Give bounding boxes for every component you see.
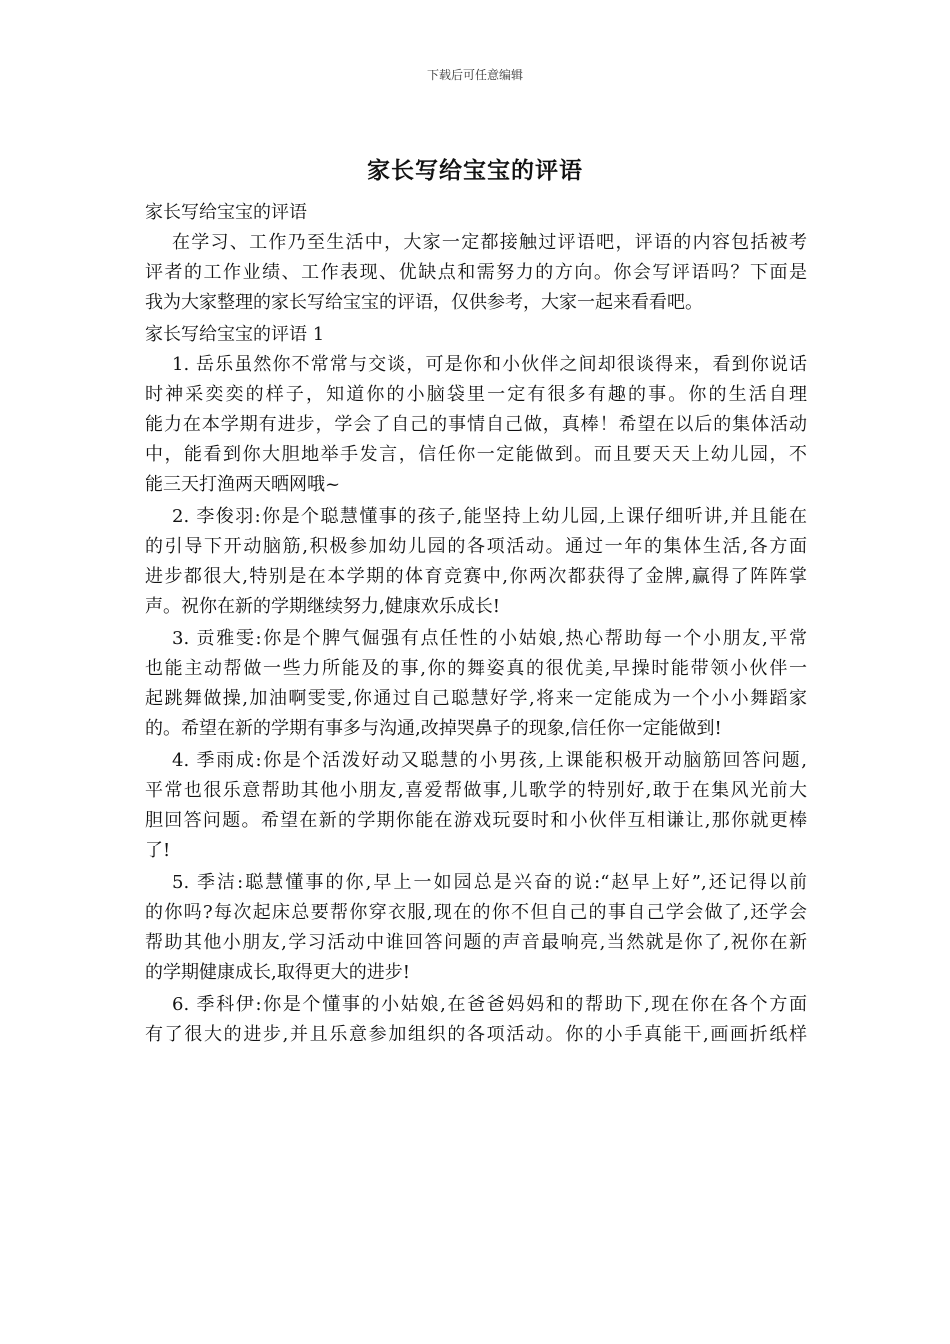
paragraph-line: 6. 季科伊:你是个懂事的小姑娘,在爸爸妈妈和的帮助下,现在你在各个方面 — [172, 994, 807, 1015]
paragraph-line: 帮助其他小朋友,学习活动中谁回答问题的声音最响亮,当然就是你了,祝你在新 — [145, 932, 807, 953]
paragraph-line: 胆回答问题。希望在新的学期你能在游戏玩耍时和小伙伴互相谦让,那你就更棒 — [145, 810, 807, 831]
paragraph-line: 评者的工作业绩、工作表现、优缺点和需努力的方向。你会写评语吗？下面是 — [145, 262, 807, 283]
intro-paragraph — [145, 228, 807, 318]
paragraph-line: 我为大家整理的家长写给宝宝的评语，仅供参考，大家一起来看看吧。 — [145, 292, 703, 313]
list-item — [145, 746, 807, 866]
paragraph-line: 3. 贡雅雯:你是个脾气倔强有点任性的小姑娘,热心帮助每一个小朋友,平常 — [172, 628, 807, 649]
paragraph-line: 平常也很乐意帮助其他小朋友,喜爱帮做事,儿歌学的特别好,敢于在集风光前大 — [145, 780, 807, 801]
paragraph-line: 2. 李俊羽:你是个聪慧懂事的孩子,能坚持上幼儿园,上课仔细听讲,并且能在 — [172, 506, 807, 527]
section-heading: 家长写给宝宝的评语 1 — [145, 324, 325, 345]
paragraph-line: 在学习、工作乃至生活中，大家一定都接触过评语吧，评语的内容包括被考 — [172, 232, 807, 253]
paragraph-line: 的你吗?每次起床总要帮你穿衣服,现在的你不但自己的事自己学会做了,还学会 — [145, 902, 807, 923]
paragraph-line: 了! — [145, 840, 171, 861]
list-item — [145, 502, 807, 622]
paragraph-line: 5. 季洁:聪慧懂事的你,早上一如园总是兴奋的说:“赵早上好”,还记得以前 — [172, 872, 807, 893]
list-item — [145, 868, 807, 988]
paragraph-line: 起跳舞做操,加油啊雯雯,你通过自己聪慧好学,将来一定能成为一个小小舞蹈家 — [145, 688, 807, 709]
list-item — [145, 624, 807, 744]
list-item — [145, 990, 807, 1050]
subtitle: 家长写给宝宝的评语 — [145, 202, 307, 223]
paragraph-line: 也能主动帮做一些力所能及的事,你的舞姿真的很优美,早操时能带领小伙伴一 — [145, 658, 807, 679]
paragraph-line: 进步都很大,特别是在本学期的体育竞赛中,你两次都获得了金牌,赢得了阵阵掌 — [145, 566, 807, 587]
paragraph-line: 4. 季雨成:你是个活泼好动又聪慧的小男孩,上课能积极开动脑筋回答问题, — [172, 750, 807, 771]
list-item — [145, 350, 807, 500]
paragraph-line: 能三天打渔两天晒网哦~ — [145, 474, 341, 495]
document-title: 家长写给宝宝的评语 — [367, 157, 583, 184]
paragraph-line: 时神采奕奕的样子，知道你的小脑袋里一定有很多有趣的事。你的生活自理 — [145, 384, 807, 405]
paragraph-line: 1. 岳乐虽然你不常常与交谈，可是你和小伙伴之间却很谈得来，看到你说话 — [172, 354, 807, 375]
paragraph-line: 有了很大的进步,并且乐意参加组织的各项活动。你的小手真能干,画画折纸样 — [145, 1024, 807, 1045]
paragraph-line: 的学期健康成长,取得更大的进步! — [145, 962, 410, 983]
paragraph-line: 声。祝你在新的学期继续努力,健康欢乐成长! — [145, 596, 500, 617]
header-note: 下载后可任意编辑 — [426, 68, 523, 82]
paragraph-line: 能力在本学期有进步，学会了自己的事情自己做，真棒！希望在以后的集体活动 — [145, 414, 807, 435]
paragraph-line: 的。希望在新的学期有事多与沟通,改掉哭鼻子的现象,信任你一定能做到! — [145, 718, 722, 739]
document-body — [145, 198, 807, 1052]
paragraph-line: 的引导下开动脑筋,积极参加幼儿园的各项活动。通过一年的集体生活,各方面 — [145, 536, 807, 557]
paragraph-line: 中，能看到你大胆地举手发言，信任你一定能做到。而且要天天上幼儿园，不 — [145, 444, 807, 465]
